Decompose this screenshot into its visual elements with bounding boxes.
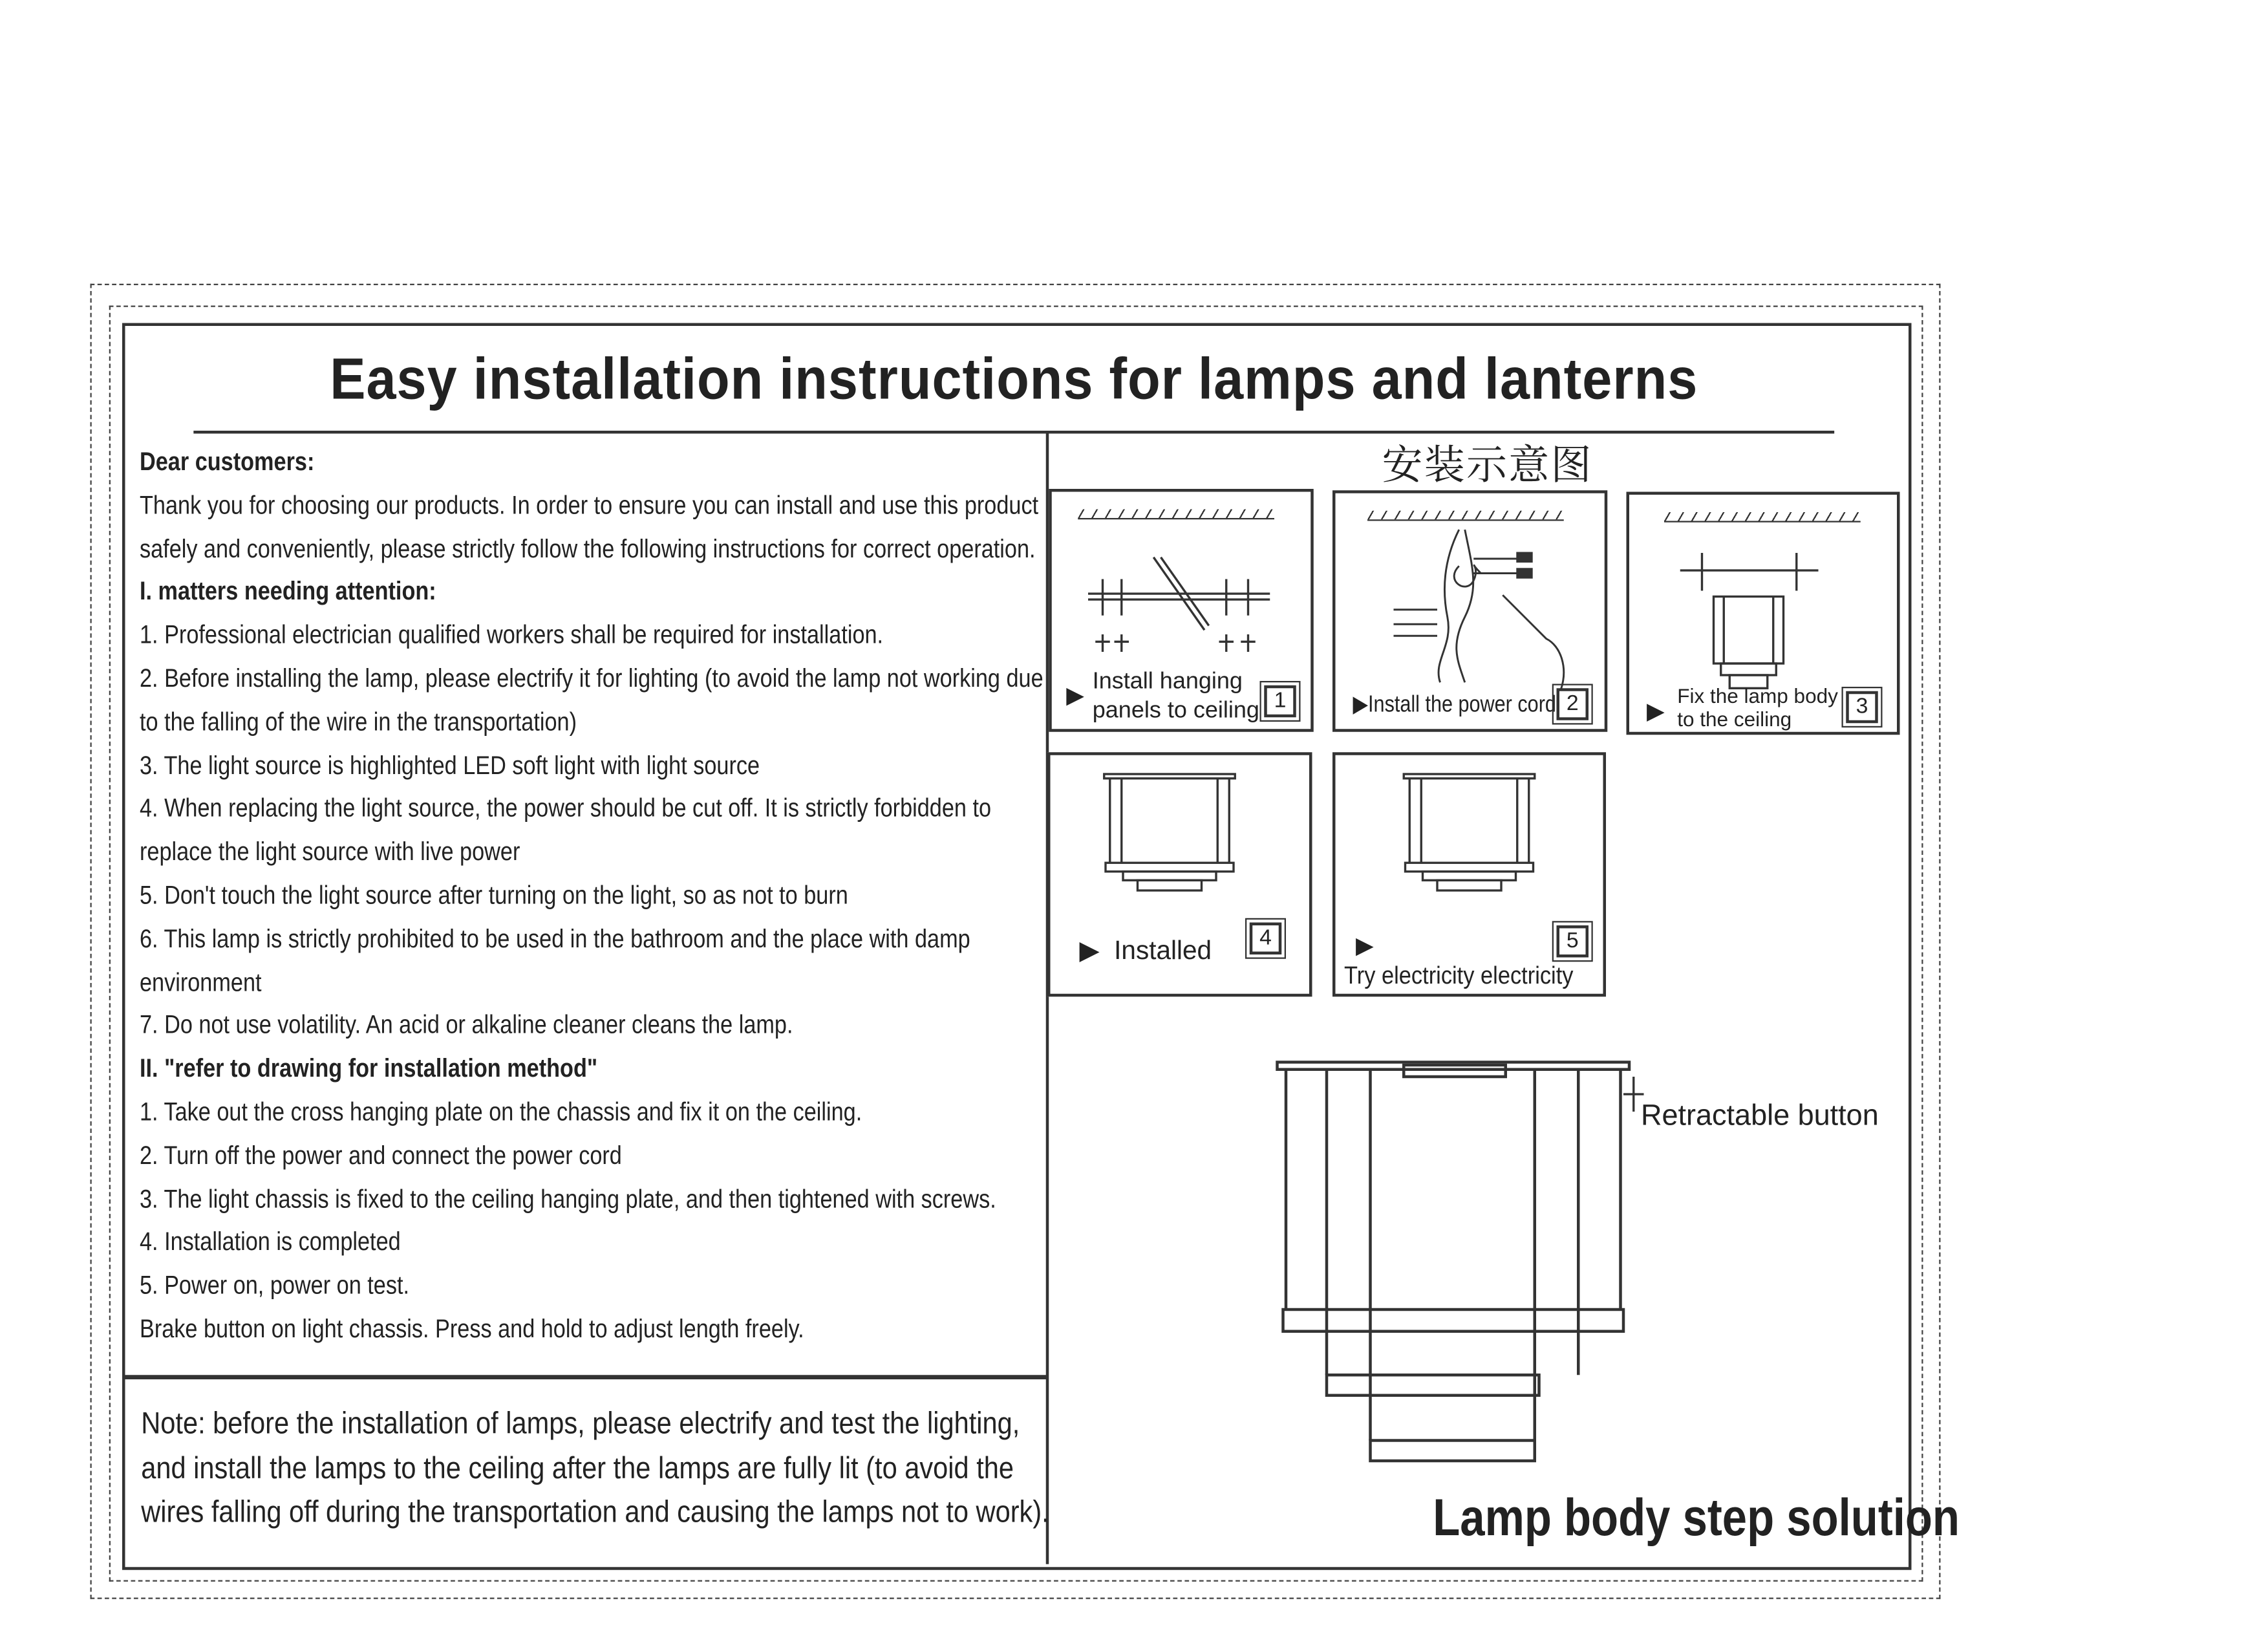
- note-line: and install the lamps to the ceiling after the lamps are fully lit (to avoid the: [141, 1451, 1014, 1485]
- line: replace the light source with live power: [140, 837, 520, 867]
- line: safely and conveniently, please strictly follow the following instructions for correct operation.: [140, 533, 1036, 563]
- line: to the falling of the wire in the transportation): [140, 707, 577, 737]
- step-number: 3: [1846, 691, 1878, 724]
- arrow-icon: ▶: [1356, 934, 1374, 959]
- arrow-icon: ▶: [1647, 700, 1665, 725]
- step-caption: ▶Install the power cord: [1353, 693, 1556, 718]
- line: 5. Power on, power on test.: [140, 1270, 410, 1300]
- step-panel-4: [1047, 752, 1312, 997]
- note-divider: [122, 1375, 1047, 1379]
- line: 3. The light chassis is fixed to the ceiling hanging plate, and then tightened with screws.: [140, 1183, 996, 1213]
- lit-lamp-icon: [1401, 767, 1546, 912]
- step-number: 4: [1250, 923, 1282, 955]
- note-line: wires falling off during the transportation and causing the lamps not to work).: [141, 1496, 1049, 1529]
- hanging-plate-icon: [1081, 550, 1285, 660]
- line: 2. Before installing the lamp, please electrify it for lighting (to avoid the lamp not working due: [140, 663, 1043, 693]
- step-panel-5: [1332, 752, 1606, 997]
- line: 4. When replacing the light source, the power should be cut off. It is strictly forbidden to: [140, 793, 992, 823]
- arrow-icon: ▶: [1066, 684, 1084, 709]
- step-number: 1: [1264, 685, 1296, 718]
- line: environment: [140, 967, 262, 997]
- step-panel-3: [1627, 492, 1900, 735]
- line: 2. Turn off the power and connect the power cord: [140, 1140, 622, 1170]
- note-text: [141, 1403, 1049, 1536]
- greeting: Dear customers:: [140, 446, 315, 476]
- step-caption: Install hanging panels to ceiling: [1092, 669, 1259, 724]
- step-caption: ▶ Installed: [1079, 935, 1212, 965]
- diagram-title: 安装示意图: [1382, 440, 1593, 489]
- line: 1. Take out the cross hanging plate on the chassis and fix it on the ceiling.: [140, 1097, 862, 1126]
- line: 6. This lamp is strictly prohibited to be used in the bathroom and the place with damp: [140, 923, 970, 953]
- ceiling-hatch: [1078, 510, 1274, 520]
- page-title: Easy installation instructions for lamps and lanterns: [193, 323, 1834, 434]
- lamp-body-icon: [1673, 539, 1834, 699]
- step-panel-2: [1332, 490, 1607, 732]
- line: 5. Don't touch the light source after turning on the light, so as not to burn: [140, 880, 848, 910]
- note-line: Note: before the installation of lamps, please electrify and test the lighting,: [141, 1406, 1020, 1441]
- ceiling-hatch: [1664, 512, 1861, 523]
- line: Brake button on light chassis. Press and hold to adjust length freely.: [140, 1313, 804, 1343]
- step-number: 5: [1557, 925, 1589, 958]
- step-panel-1: [1049, 489, 1314, 732]
- line: 4. Installation is completed: [140, 1227, 401, 1256]
- section-heading: I. matters needing attention:: [140, 576, 436, 606]
- step-caption: Try electricity electricity: [1344, 962, 1574, 989]
- line: 1. Professional electrician qualified workers shall be required for installation.: [140, 620, 884, 649]
- ceiling-hatch: [1367, 511, 1564, 521]
- installed-lamp-icon: [1101, 767, 1246, 912]
- line: 7. Do not use volatility. An acid or alkaline cleaner cleans the lamp.: [140, 1010, 793, 1040]
- instructions-text: [140, 441, 1041, 1352]
- section-heading: II. "refer to drawing for installation method": [140, 1053, 598, 1083]
- step-number: 2: [1557, 688, 1589, 720]
- retractable-button-label: Retractable button: [1641, 1100, 1879, 1132]
- step-caption: Fix the lamp body to the ceiling: [1677, 684, 1838, 731]
- line: Thank you for choosing our products. In order to ensure you can install and use this product: [140, 490, 1039, 519]
- line: 3. The light source is highlighted LED soft light with light source: [140, 750, 760, 780]
- lamp-body-drawing: [1266, 1048, 1644, 1477]
- lamp-body-step-solution-label: Lamp body step solution: [1433, 1487, 1960, 1547]
- power-cord-icon: [1372, 523, 1590, 690]
